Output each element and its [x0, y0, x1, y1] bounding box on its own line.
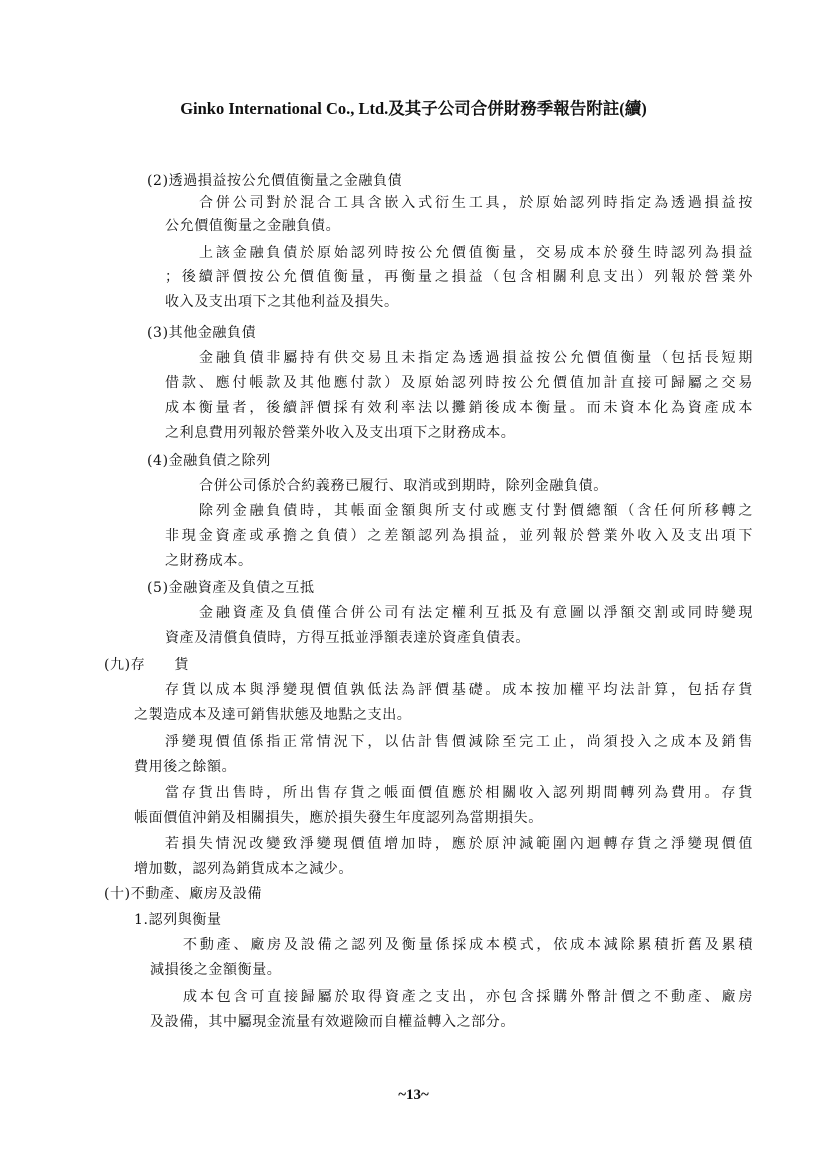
- subsection-heading: (5)金融資產及負債之互抵: [147, 580, 315, 596]
- paragraph-line: 收入及支出項下之其他利益及損失。: [165, 294, 399, 310]
- section-heading: (九)存 貨: [104, 657, 190, 673]
- section-heading: (十)不動產、廠房及設備: [104, 886, 263, 902]
- paragraph-line: 成本包含可直接歸屬於取得資產之支出，亦包含採購外幣計價之不動產、廠房: [183, 989, 753, 1005]
- paragraph-line: 帳面價值沖銷及相關損失，應於損失發生年度認列為當期損失。: [134, 810, 543, 826]
- paragraph-line: 減損後之金額衡量。: [150, 962, 282, 978]
- paragraph-line: ；後續評價按公允價值衡量，再衡量之損益（包含相關利息支出）列報於營業外: [165, 269, 753, 285]
- subsection-heading: (4)金融負債之除列: [147, 453, 271, 469]
- paragraph-line: 之利息費用列報於營業外收入及支出項下之財務成本。: [165, 425, 516, 441]
- page-header: Ginko International Co., Ltd.及其子公司合併財務季報告附註(續): [180, 99, 647, 118]
- paragraph-line: 淨變現價值係指正常情況下，以估計售價減除至完工止，尚須投入之成本及銷售: [165, 734, 753, 750]
- subsection-heading: (3)其他金融負債: [147, 325, 257, 341]
- paragraph-line: 若損失情況改變致淨變現價值增加時，應於原沖減範圍內迴轉存貨之淨變現價值: [165, 836, 753, 852]
- subsection-heading: 1.認列與衡量: [134, 912, 222, 928]
- paragraph-line: 金融資產及負債僅合併公司有法定權利互抵及有意圖以淨額交割或同時變現: [199, 605, 753, 621]
- paragraph-line: 不動產、廠房及設備之認列及衡量係採成本模式，依成本減除累積折舊及累積: [183, 937, 753, 953]
- paragraph-line: 合併公司係於合約義務已履行、取消或到期時，除列金融負債。: [199, 478, 608, 494]
- paragraph-line: 非現金資產或承擔之負債）之差額認列為損益，並列報於營業外收入及支出項下: [165, 528, 753, 544]
- paragraph-line: 當存貨出售時，所出售存貨之帳面價值應於相關收入認列期間轉列為費用。存貨: [165, 785, 753, 801]
- paragraph-line: 及設備，其中屬現金流量有效避險而自權益轉入之部分。: [150, 1014, 515, 1030]
- page-number: ~13~: [398, 1087, 429, 1103]
- paragraph-line: 金融負債非屬持有供交易且未指定為透過損益按公允價值衡量（包括長短期: [199, 350, 753, 366]
- paragraph-line: 費用後之餘額。: [134, 759, 237, 775]
- paragraph-line: 之製造成本及達可銷售狀態及地點之支出。: [134, 707, 412, 723]
- paragraph-line: 增加數，認列為銷貨成本之減少。: [134, 861, 353, 877]
- paragraph-line: 資產及清償負債時，方得互抵並淨額表達於資產負債表。: [165, 630, 530, 646]
- paragraph-line: 存貨以成本與淨變現價值孰低法為評價基礎。成本按加權平均法計算，包括存貨: [165, 682, 753, 698]
- paragraph-line: 公允價值衡量之金融負債。: [165, 218, 341, 234]
- paragraph-line: 借款、應付帳款及其他應付款）及原始認列時按公允價值加計直接可歸屬之交易: [165, 375, 753, 391]
- subsection-heading: (2)透過損益按公允價值衡量之金融負債: [147, 173, 403, 189]
- paragraph-line: 之財務成本。: [165, 553, 253, 569]
- paragraph-line: 上該金融負債於原始認列時按公允價值衡量，交易成本於發生時認列為損益: [199, 245, 753, 261]
- paragraph-line: 合併公司對於混合工具含嵌入式衍生工具，於原始認列時指定為透過損益按: [199, 195, 753, 211]
- paragraph-line: 除列金融負債時，其帳面金額與所支付或應支付對價總額（含任何所移轉之: [199, 503, 753, 519]
- paragraph-line: 成本衡量者，後續評價採有效利率法以攤銷後成本衡量。而未資本化為資產成本: [165, 400, 753, 416]
